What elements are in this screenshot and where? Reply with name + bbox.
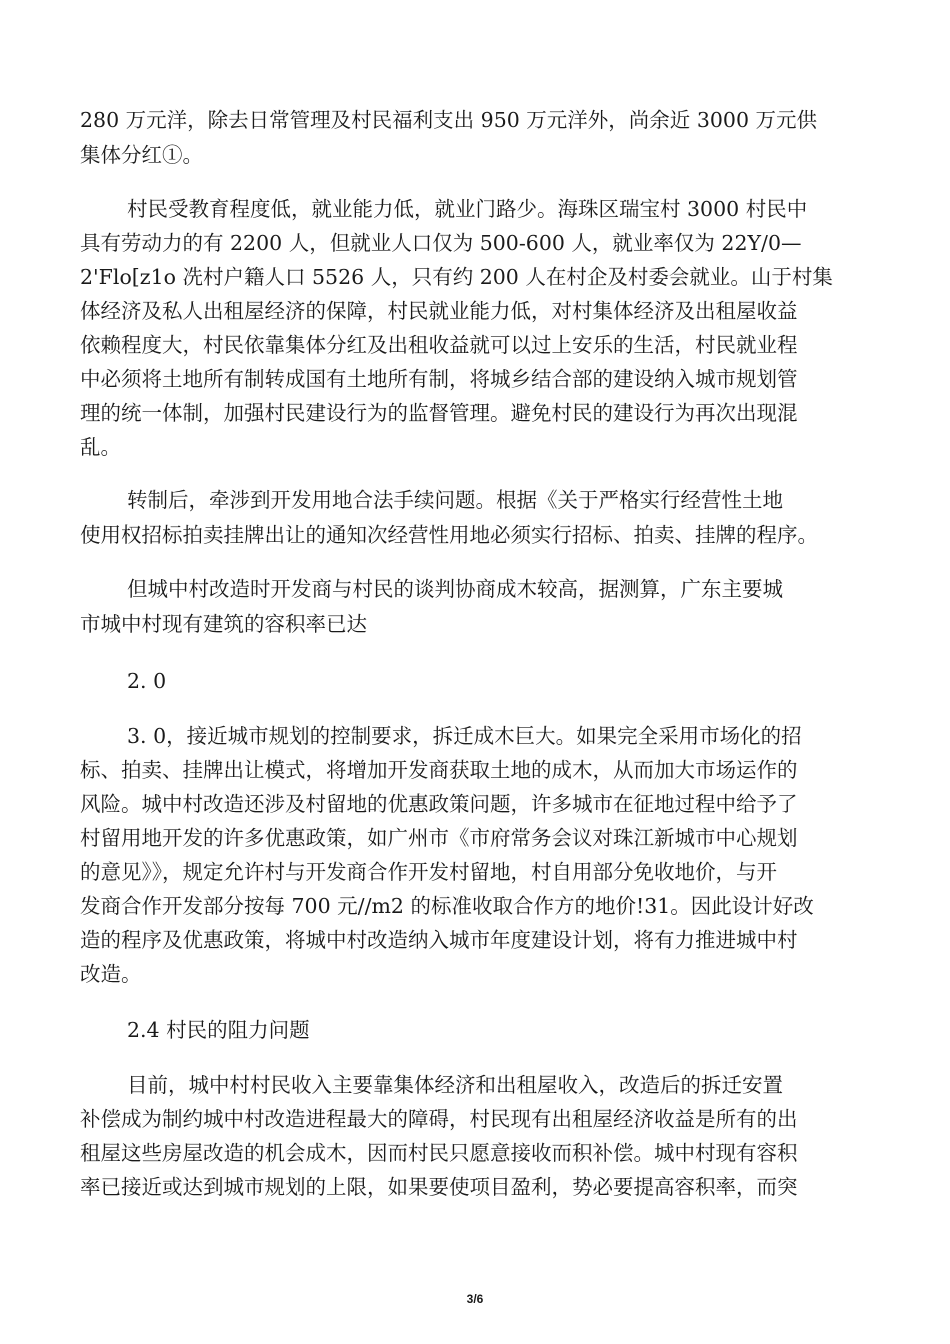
text-line: 目前，城中村村民收入主要靠集体经济和出租屋收入，改造后的拆迁安置 xyxy=(127,1073,783,1097)
text-line: 理的统一体制，加强村民建设行为的监督管理。避免村民的建设行为再次出现混 xyxy=(80,401,798,425)
text-line: 乱。 xyxy=(80,435,121,459)
text-line: 村留用地开发的许多优惠政策，如广州市《市府常务会议对珠江新城市中心规划 xyxy=(80,826,798,850)
text-line: 的意见》》，规定允许村与开发商合作开发村留地，村自用部分免收地价，与开 xyxy=(80,860,777,884)
text-line: 率已接近或达到城市规划的上限，如果要使项目盈利，势必要提高容积率，而突 xyxy=(80,1175,798,1199)
text-line: 依赖程度大，村民依靠集体分红及出租收益就可以过上安乐的生活，村民就业程 xyxy=(80,333,798,357)
page-number: 3/6 xyxy=(466,1292,484,1306)
text-line: 使用权招标拍卖挂牌出让的通知次经营性用地必须实行招标、拍卖、挂牌的程序。 xyxy=(80,523,818,547)
text-line: 具有劳动力的有 2200 人，但就业人口仅为 500-600 人，就业率仅为 22Y/0— xyxy=(80,231,802,255)
text-line: 集体分红①。 xyxy=(80,143,203,167)
text-line: 体经济及私人出租屋经济的保障，村民就业能力低，对村集体经济及出租屋收益 xyxy=(80,299,798,323)
text-line: 2'Flo[z1o 冼村户籍人口 5526 人，只有约 200 人在村企及村委会就业。山于村集 xyxy=(80,265,833,289)
text-line: 补偿成为制约城中村改造进程最大的障碍，村民现有出租屋经济收益是所有的出 xyxy=(80,1107,798,1131)
text-line: 市城中村现有建筑的容积率已达 xyxy=(80,612,367,636)
text-line: 村民受教育程度低，就业能力低，就业门路少。海珠区瑞宝村 3000 村民中 xyxy=(127,197,808,221)
text-line: 280 万元洋，除去日常管理及村民福利支出 950 万元洋外，尚余近 3000 万元供 xyxy=(80,108,818,132)
text-line: 但城中村改造时开发商与村民的谈判协商成木较高，据测算，广东主要城 xyxy=(127,577,783,601)
text-line: 2. 0 xyxy=(127,669,167,693)
text-line: 3. 0，接近城市规划的控制要求，拆迁成木巨大。如果完全采用市场化的招 xyxy=(127,724,802,748)
text-line: 发商合作开发部分按每 700 元//m2 的标准收取合作方的地价!31。因此设计好改 xyxy=(80,894,814,918)
text-line: 造的程序及优惠政策，将城中村改造纳入城市年度建设计划，将有力推进城中村 xyxy=(80,928,798,952)
text-line: 租屋这些房屋改造的机会成木，因而村民只愿意接收而积补偿。城中村现有容积 xyxy=(80,1141,798,1165)
section-heading: 2.4 村民的阻力问题 xyxy=(127,1018,310,1042)
text-line: 标、拍卖、挂牌出让模式，将增加开发商获取土地的成木，从而加大市场运作的 xyxy=(80,758,798,782)
text-line: 改造。 xyxy=(80,962,142,986)
text-line: 转制后，牵涉到开发用地合法手续问题。根据《关于严格实行经营性土地 xyxy=(127,488,783,512)
text-line: 中必须将土地所有制转成国有土地所有制，将城乡结合部的建设纳入城市规划管 xyxy=(80,367,798,391)
text-line: 风险。城中村改造还涉及村留地的优惠政策问题，许多城市在征地过程中给予了 xyxy=(80,792,798,816)
